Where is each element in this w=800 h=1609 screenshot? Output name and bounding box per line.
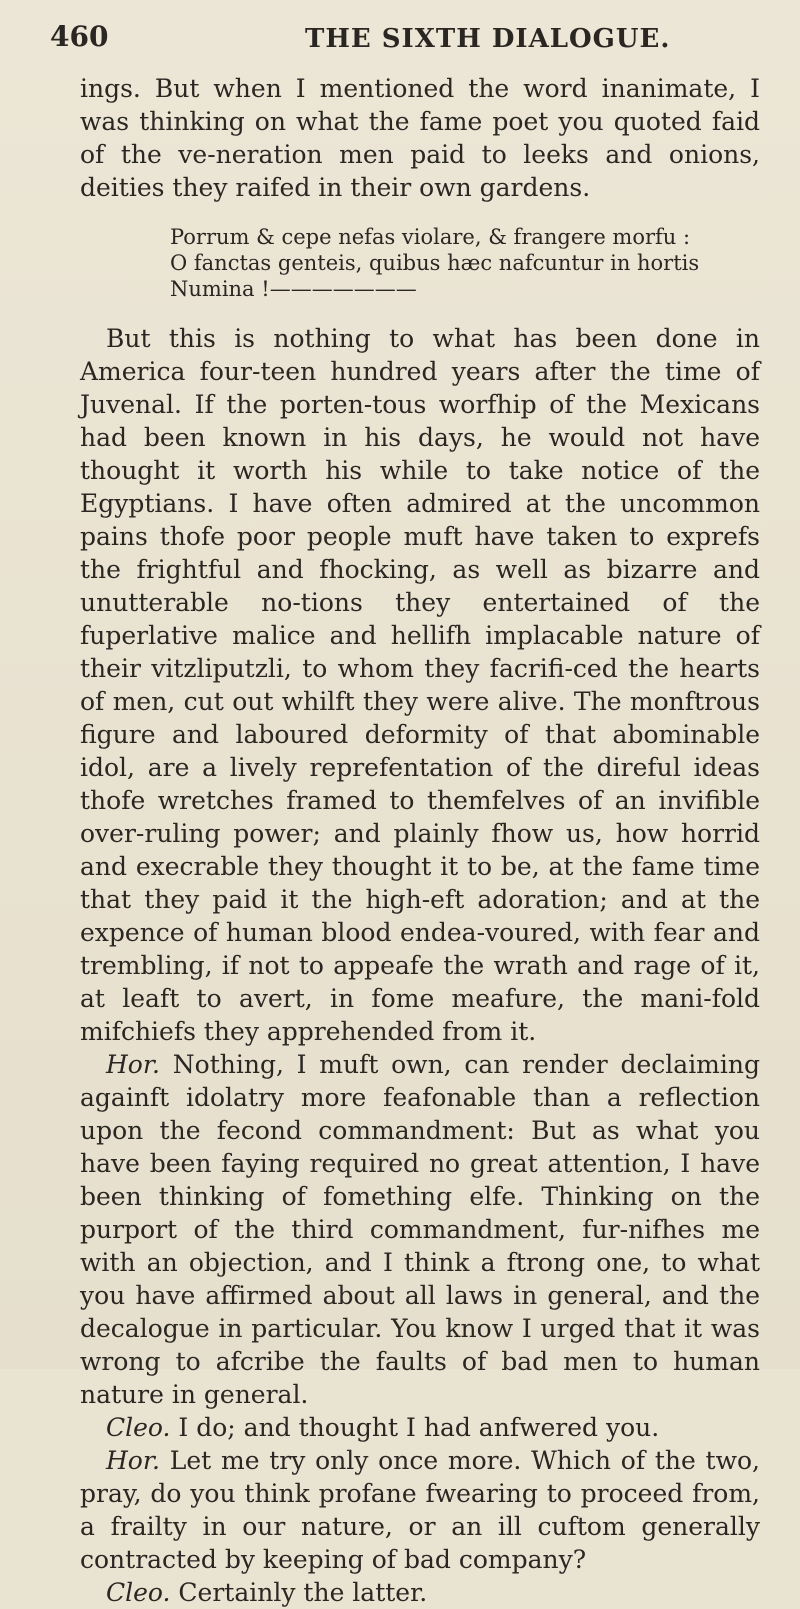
latin-quotation [170, 224, 760, 302]
paragraph-continuation: ings. But when I mentioned the word inanimate, I was thinking on what the fame poet you quoted faid of the ve-neration men paid to leeks and onions, deities they raifed in their own gardens. [80, 74, 760, 202]
speaker-label: Hor. [106, 1050, 161, 1079]
dialogue-horatio-2 [80, 1444, 760, 1576]
paragraph-america: But this is nothing to what has been done in America four-teen hundred years after the time of Juvenal. If the porten-tous worfhip of the Mexicans had been known in his days, he would not have thought it worth his while to take notice of the Egyptians. I have often admired at the uncommon pains thofe poor people muft have taken to exprefs the frightful and fhocking, as well as bizarre and unutterable no-tions they entertained of the fuperlative malice and hellifh implacable nature of their vitzliputzli, to whom they facrifi-ced the hearts of men, cut out whilft they were alive. The monftrous figure and laboured deformity of that abominable idol, are a lively reprefentation of the direful ideas thofe wretches framed to themfelves of an invifible over-ruling power; and plainly fhow us, how horrid and execrable they thought it to be, at the fame time that they paid it the high-eft adoration; and at the expence of human blood endea-voured, with fear and trembling, if not to appeafe the wrath and rage of it, at leaft to avert, in fome meafure, the mani-fold mifchiefs they apprehended from it. [80, 324, 760, 1046]
quote-line: O fanctas genteis, quibus hæc nafcuntur in hortis [170, 251, 700, 275]
dialogue-cleomenes-2 [80, 1576, 760, 1609]
dialogue-horatio-1 [80, 1048, 760, 1411]
body-text [80, 72, 760, 1609]
quote-line: Porrum & cepe nefas violare, & frangere morfu : [170, 225, 691, 249]
speech-text: Certainly the latter. [170, 1578, 428, 1607]
page-number: 460 [50, 20, 109, 53]
speech-text: Nothing, I muft own, can render declaiming againft idolatry more feafonable than a reflection upon the fecond commandment: But as what you have been faying required no great attention, I have been thinking of fomething elfe. Thinking on the purport of the third commandment, fur-nifhes me with an objection, and I think a ftrong one, to what you have affirmed about all laws in general, and the decalogue in particular. You know I urged that it was wrong to afcribe the faults of bad men to human nature in general. [80, 1050, 760, 1409]
speech-text: I do; and thought I had anfwered you. [170, 1413, 660, 1442]
speaker-label: Cleo. [106, 1578, 171, 1607]
speaker-label: Hor. [106, 1446, 161, 1475]
running-head [50, 20, 760, 60]
running-title: THE SIXTH DIALOGUE. [305, 24, 671, 54]
speaker-label: Cleo. [106, 1413, 171, 1442]
speech-text: Let me try only once more. Which of the two, pray, do you think profane fwearing to proceed from, a frailty in our nature, or an ill cuftom generally contracted by keeping of bad company? [80, 1446, 760, 1574]
dialogue-cleomenes-1 [80, 1411, 760, 1444]
quote-line: Numina !——————— [170, 277, 417, 301]
